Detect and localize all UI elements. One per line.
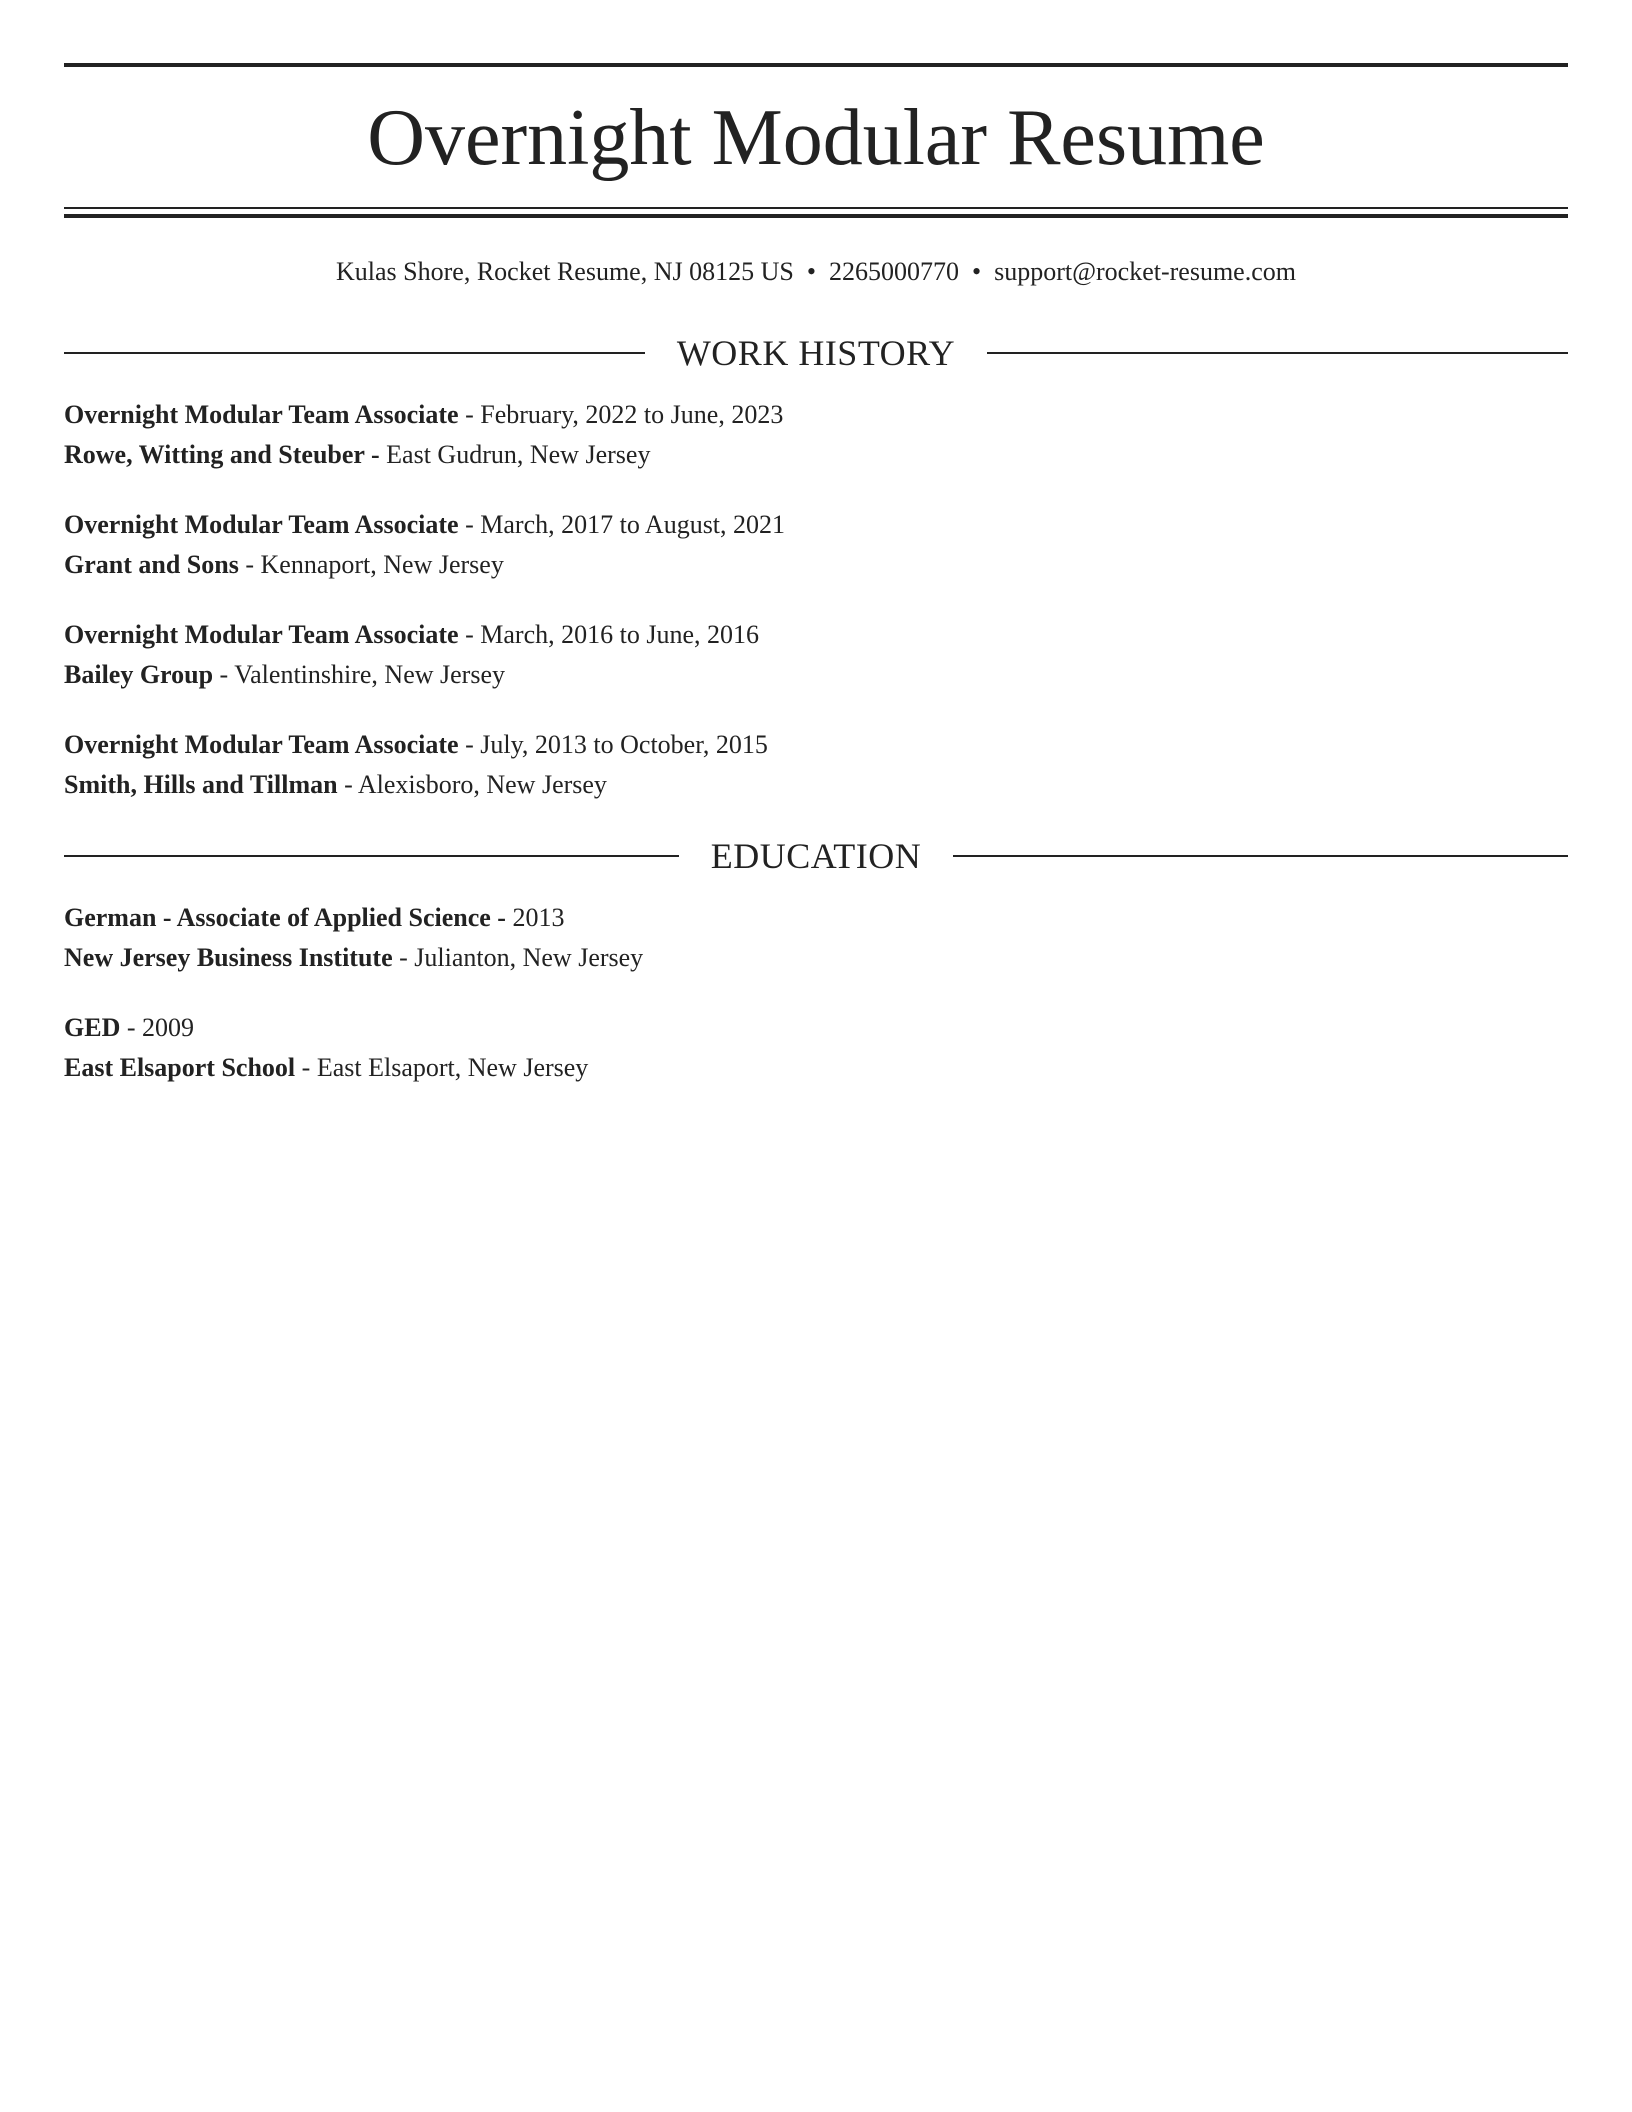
job-dates: March, 2016 to June, 2016 [480,620,760,649]
employer-location: Alexisboro, New Jersey [357,770,607,799]
job-dates: February, 2022 to June, 2023 [480,400,784,429]
work-entry-employer-row [64,765,1568,805]
header-bottom-rule-thin [64,207,1568,209]
contact-separator: • [971,257,982,286]
work-entry [64,395,1568,475]
work-entry-employer-row [64,655,1568,695]
school-location: Julianton, New Jersey [414,943,644,972]
separator: - [295,1053,317,1082]
employer-location: Valentinshire, New Jersey [234,660,506,689]
graduation-year: 2009 [142,1013,195,1042]
work-entry-title-row [64,395,1568,435]
education-entry [64,1008,1568,1088]
separator: - [458,400,481,429]
work-entry [64,505,1568,585]
section-heading-education [64,834,1568,878]
work-entry-employer-row [64,435,1568,475]
education-school-row [64,1048,1568,1088]
job-dates: March, 2017 to August, 2021 [480,510,786,539]
education-degree-row [64,898,1568,938]
separator: - [364,440,387,469]
education-school-row [64,938,1568,978]
work-entry-employer-row [64,545,1568,585]
resume-title: Overnight Modular Resume [367,94,1265,182]
work-entry [64,615,1568,695]
header-top-rule [64,63,1568,67]
school-name: East Elsaport School [64,1053,296,1082]
employer-name: Bailey Group [64,660,214,689]
contact-phone: 2265000770 [828,257,959,286]
section-rule-left [64,855,679,857]
work-entry-title-row [64,505,1568,545]
education-degree-row [64,1008,1568,1048]
employer-name: Rowe, Witting and Steuber [64,440,365,469]
section-title: EDUCATION [710,836,922,876]
separator: - [490,903,513,932]
separator: - [238,550,261,579]
separator: - [458,510,481,539]
employer-name: Grant and Sons [64,550,239,579]
education-entry [64,898,1568,978]
separator: - [458,730,481,759]
job-title: Overnight Modular Team Associate [64,510,459,539]
contact-line [64,252,1568,292]
employer-location: Kennaport, New Jersey [260,550,504,579]
section-title: WORK HISTORY [676,333,956,373]
job-dates: July, 2013 to October, 2015 [480,730,768,759]
contact-separator: • [806,257,816,286]
degree-name: GED [64,1013,121,1042]
header-bottom-rule-thick [64,214,1568,218]
degree-name: German - Associate of Applied Science [64,903,491,932]
school-location: East Elsaport, New Jersey [316,1053,589,1082]
separator: - [458,620,481,649]
separator: - [213,660,235,689]
job-title: Overnight Modular Team Associate [64,730,459,759]
separator: - [392,943,415,972]
section-heading-work-history [64,331,1568,375]
separator: - [337,770,358,799]
work-entry-title-row [64,615,1568,655]
contact-email: support@rocket-resume.com [994,257,1296,286]
work-entry [64,725,1568,805]
work-entry-title-row [64,725,1568,765]
job-title: Overnight Modular Team Associate [64,400,459,429]
section-rule-right [953,855,1568,857]
job-title: Overnight Modular Team Associate [64,620,459,649]
school-name: New Jersey Business Institute [64,943,393,972]
section-rule-left [64,352,645,354]
employer-name: Smith, Hills and Tillman [64,770,338,799]
employer-location: East Gudrun, New Jersey [386,440,651,469]
contact-address: Kulas Shore, Rocket Resume, NJ 08125 US [336,257,794,286]
separator: - [120,1013,143,1042]
section-rule-right [987,352,1568,354]
graduation-year: 2013 [512,903,565,932]
